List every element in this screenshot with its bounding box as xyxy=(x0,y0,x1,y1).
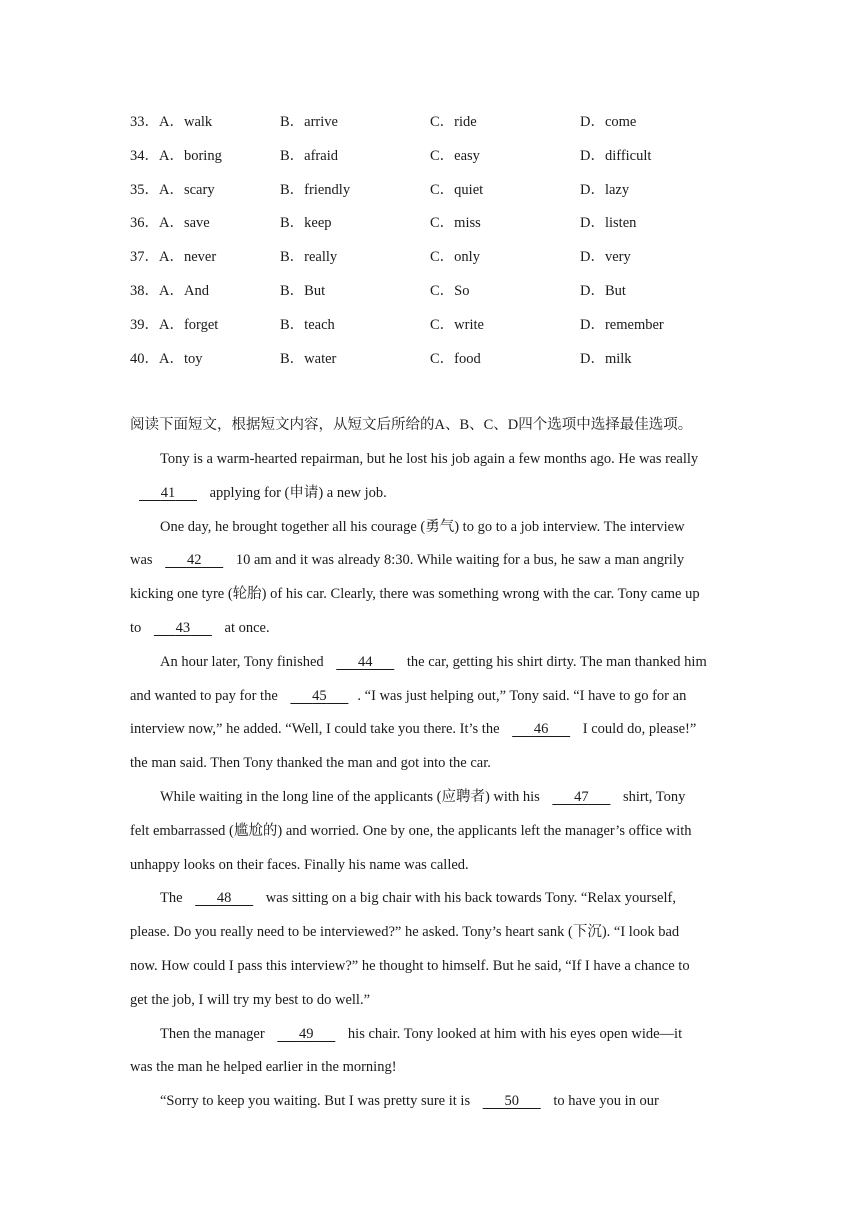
blank-47: 47 xyxy=(574,788,589,805)
blank-49: 49 xyxy=(299,1025,314,1042)
option-d: D．remember xyxy=(580,316,664,333)
option-a xyxy=(130,139,222,173)
option-c: C．food xyxy=(430,350,481,367)
passage-line: was 42 10 am and it was already 8:30. While waiting for a bus, he saw a man angrily xyxy=(130,544,732,578)
option-d: D．milk xyxy=(580,350,632,367)
reading-instruction: 阅读下面短文，根据短文内容，从短文后所给的A、B、C、D四个选项中选择最佳选项。 xyxy=(130,417,693,433)
question-number: 38． xyxy=(130,283,159,299)
blank-48: 48 xyxy=(216,890,232,907)
option-text: A．toy xyxy=(159,350,203,367)
passage-line: “Sorry to keep you waiting. But I was pretty sure it is 50 to have you in our xyxy=(130,1085,732,1119)
passage-line: felt embarrassed (尴尬的) and worried. One by one, the applicants left the manager’s office with xyxy=(130,822,692,839)
passage-line: 41 applying for (申请) a new job. xyxy=(130,477,732,511)
option-a xyxy=(130,206,210,240)
passage-line: was the man he helped earlier in the morning! xyxy=(130,1059,397,1076)
option-a xyxy=(130,342,203,376)
option-text: A．boring xyxy=(159,147,222,164)
option-b: B．teach xyxy=(280,316,335,333)
blank-45: 45 xyxy=(312,687,327,704)
question-number: 35． xyxy=(130,181,159,198)
option-b: B．But xyxy=(280,283,326,299)
passage-line: While waiting in the long line of the applicants (应聘者) with his 47 shirt, Tony xyxy=(130,781,732,815)
option-d: D．lazy xyxy=(580,181,630,198)
option-d: D．listen xyxy=(580,215,637,232)
passage-line: An hour later, Tony finished 44 the car, getting his shirt dirty. The man thanked him xyxy=(130,646,732,680)
blank-46: 46 xyxy=(533,721,549,738)
question-number: 33． xyxy=(130,114,159,130)
passage-line: Then the manager 49 his chair. Tony looked at him with his eyes open wide—it xyxy=(130,1018,732,1052)
option-c: C．only xyxy=(430,249,480,266)
passage-line: the man said. Then Tony thanked the man and got into the car. xyxy=(130,755,491,772)
passage-line: interview now,” he added. “Well, I could take you there. It’s the 46 I could do, please!” xyxy=(130,713,732,747)
option-b: B．water xyxy=(280,350,337,367)
blank-41: 41 xyxy=(160,484,176,501)
blank-50: 50 xyxy=(504,1093,519,1110)
question-number: 34． xyxy=(130,147,159,164)
option-c: C．miss xyxy=(430,215,481,232)
question-number: 36． xyxy=(130,215,159,232)
option-text: A．never xyxy=(159,249,217,266)
blank-42: 42 xyxy=(186,552,202,569)
option-b: B．arrive xyxy=(280,114,338,130)
option-b: B．really xyxy=(280,249,338,266)
option-c: C．easy xyxy=(430,147,480,164)
passage-line: and wanted to pay for the 45 . “I was just helping out,” Tony said. “I have to go for an xyxy=(130,680,732,714)
option-b: B．friendly xyxy=(280,181,351,198)
passage-line: One day, he brought together all his courage (勇气) to go to a job interview. The interview xyxy=(160,518,685,535)
passage-line: The 48 was sitting on a big chair with his back towards Tony. “Relax yourself, xyxy=(130,882,732,916)
question-number: 40． xyxy=(130,350,159,367)
passage-line: Tony is a warm-hearted repairman, but he lost his job again a few months ago. He was really xyxy=(160,451,699,467)
option-c: C．quiet xyxy=(430,181,484,198)
option-d: D．But xyxy=(580,283,626,299)
blank-43: 43 xyxy=(175,619,191,636)
option-a xyxy=(130,240,216,274)
passage-line: unhappy looks on their faces. Finally his name was called. xyxy=(130,856,469,873)
option-c: C．ride xyxy=(430,114,477,130)
option-text: A．scary xyxy=(159,181,215,198)
passage-line: get the job, I will try my best to do well.” xyxy=(130,991,371,1008)
option-d: D．come xyxy=(580,114,637,130)
passage-line: to 43 at once. xyxy=(130,612,732,646)
option-b: B．keep xyxy=(280,215,332,232)
passage-line: now. How could I pass this interview?” he thought to himself. But he said, “If I have a chance to xyxy=(130,957,690,974)
option-d: D．very xyxy=(580,249,631,266)
option-text: A．save xyxy=(159,215,210,232)
option-a xyxy=(130,308,218,342)
blank-44: 44 xyxy=(358,653,373,670)
option-c: C．So xyxy=(430,283,470,299)
option-a xyxy=(130,105,212,139)
option-text: A．walk xyxy=(159,114,213,130)
option-text: A．And xyxy=(159,283,209,299)
option-text: A．forget xyxy=(159,316,219,333)
question-number: 37． xyxy=(130,249,159,266)
option-d: D．difficult xyxy=(580,147,652,164)
option-b: B．afraid xyxy=(280,147,338,164)
passage xyxy=(130,443,732,1119)
question-number: 39． xyxy=(130,316,159,333)
passage-line: kicking one tyre (轮胎) of his car. Clearly, there was something wrong with the car. Tony came up xyxy=(130,586,700,603)
option-a xyxy=(130,173,215,207)
passage-line: please. Do you really need to be interviewed?” he asked. Tony’s heart sank (下沉). “I look bad xyxy=(130,924,680,941)
option-c: C．write xyxy=(430,316,484,333)
option-a xyxy=(130,274,209,308)
